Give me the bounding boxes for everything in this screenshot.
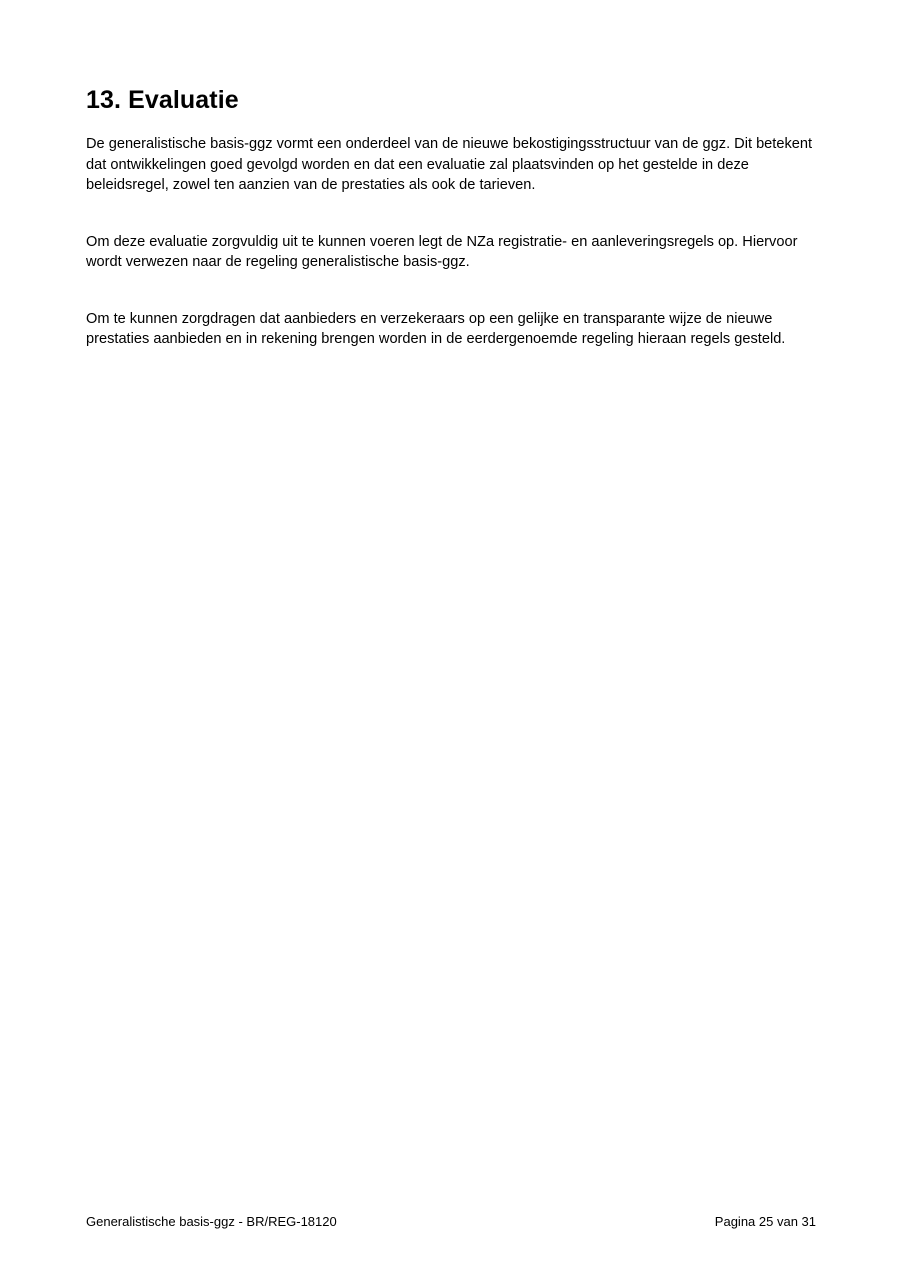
- footer-page-number: Pagina 25 van 31: [714, 1214, 816, 1229]
- paragraph-registration-rules: Om deze evaluatie zorgvuldig uit te kunnen voeren legt de NZa registratie- en aanleveringsregels op. Hiervoor wordt verwezen naar de regeling generalistische basis-ggz.: [86, 233, 798, 270]
- page-content: [86, 84, 816, 350]
- paragraph-evaluation-intro: De generalistische basis-ggz vormt een onderdeel van de nieuwe bekostigingsstructuur van de ggz. Dit betekent dat ontwikkelingen goed gevolgd worden en dat een evaluatie zal plaatsvinden op het gestelde in deze beleidsregel, zowel ten aanzien van de prestaties als ook de tarieven.: [86, 136, 813, 193]
- page-footer: [86, 1213, 816, 1231]
- paragraph-transparency: Om te kunnen zorgdragen dat aanbieders en verzekeraars op een gelijke en transparante wijze de nieuwe prestaties aanbieden en in rekening brengen worden in de eerdergenoemde regeling hieraan regels gesteld.: [86, 310, 786, 347]
- section-heading: 13. Evaluatie: [86, 86, 239, 114]
- footer-document-reference: Generalistische basis-ggz - BR/REG-18120: [86, 1214, 337, 1229]
